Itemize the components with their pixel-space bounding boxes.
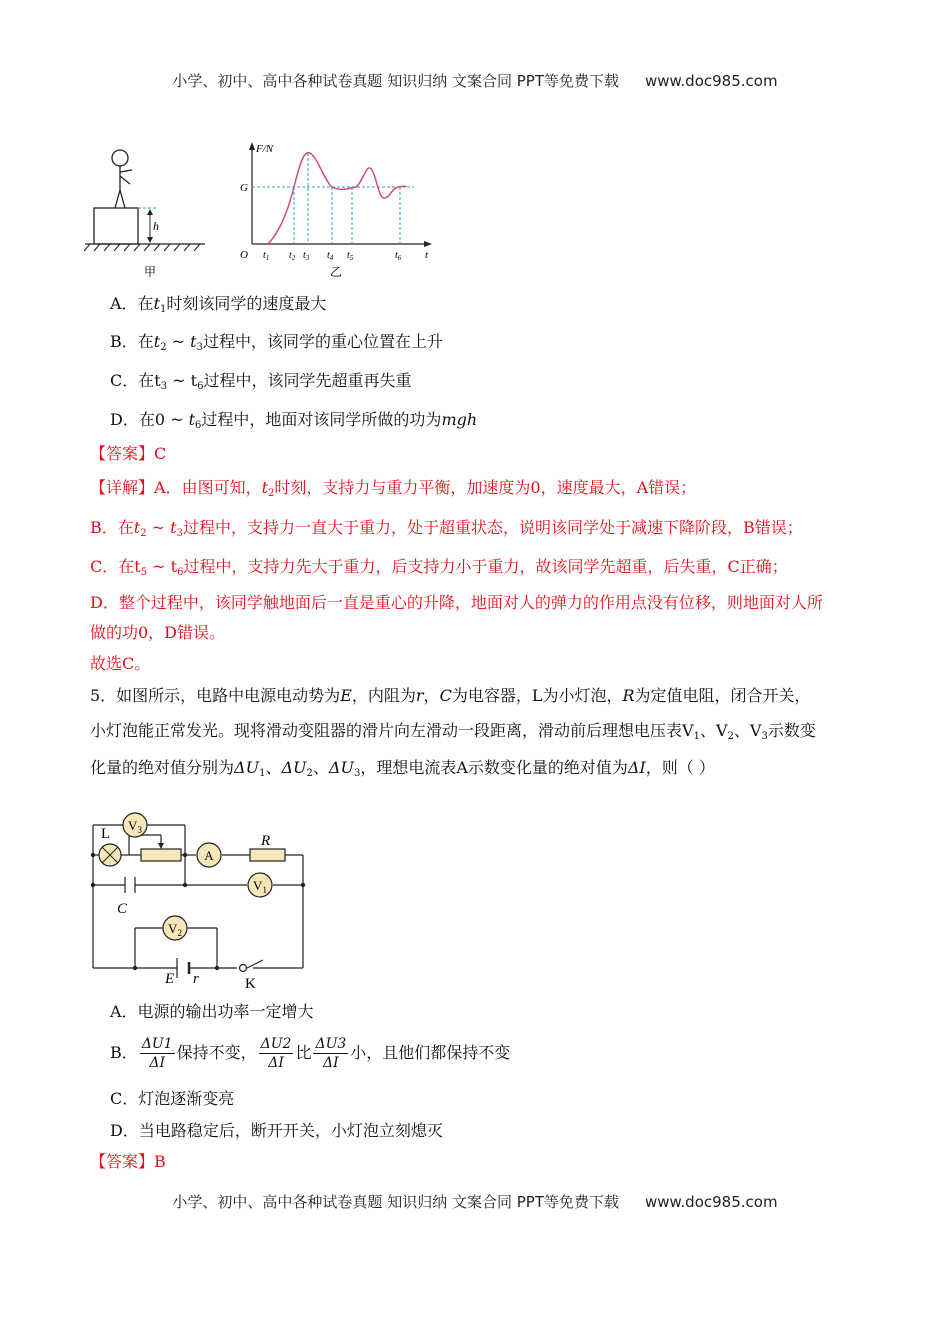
g-label: G <box>240 182 248 194</box>
tick-t6: $t_6$ <box>395 250 402 262</box>
q4-explain-b: B．在$t_2$ ~ $t_3$过程中，支持力一直大于重力，处于超重状态，说明该同学处于减速下降阶段，B错误； <box>90 518 803 539</box>
q4-explain-d2: 做的功0，D错误。 <box>90 623 226 642</box>
voltmeter-v3 <box>123 813 147 837</box>
origin-label: O <box>240 249 248 261</box>
q5-answer: 【答案】B <box>90 1152 166 1171</box>
header-title: 小学、初中、高中各种试卷真题 知识归纳 文案合同 PPT等免费下载 <box>172 72 619 90</box>
circuit-label-l: L <box>101 826 111 842</box>
frac-du2-di: $\frac{\Delta U2}{\Delta I}$ <box>260 1036 292 1071</box>
footer-title: 小学、初中、高中各种试卷真题 知识归纳 文案合同 PPT等免费下载 <box>172 1193 619 1211</box>
footer-url[interactable]: www.doc985.com <box>644 1193 778 1211</box>
tick-t1: $t_1$ <box>263 250 270 262</box>
frac-du1-di: $\frac{\Delta U1}{\Delta I}$ <box>141 1036 173 1071</box>
frac-du3-di: $\frac{\Delta U3}{\Delta I}$ <box>315 1036 347 1071</box>
q5-stem-line3: 化量的绝对值分别为$\Delta U_1$、$\Delta U_2$、$\Delta U_3$，理想电流表A示数变化量的绝对值为ΔI，则（ ） <box>90 758 715 779</box>
q5-stem-line2: 小灯泡能正常发光。现将滑动变阻器的滑片向左滑动一段距离，滑动前后理想电压表$V_1$、$V_2$、$V_3$示数变 <box>90 721 816 742</box>
q4-explain-d1: D．整个过程中，该同学触地面后一直是重心的升降，地面对人的弹力的作用点没有位移，则地面对人所 <box>90 593 823 612</box>
circuit-label-k: K <box>245 976 256 992</box>
page-footer <box>0 1191 950 1212</box>
axis-x-label: t <box>425 249 429 261</box>
q5-option-a[interactable]: A．电源的输出功率一定增大 <box>110 1002 314 1021</box>
svg-text:A: A <box>204 848 214 863</box>
circuit-label-r-internal: r <box>193 971 199 987</box>
circuit-label-e: E <box>165 971 175 987</box>
lamp-l <box>99 844 121 866</box>
svg-text:V3: $V_3$ <box>128 818 142 835</box>
q4-option-d[interactable]: D．在0 ~ $t_6$过程中，地面对该同学所做的功为mgh <box>110 410 478 431</box>
q5-option-c[interactable]: C．灯泡逐渐变亮 <box>110 1089 235 1108</box>
q4-explain-c: C．在$t_5$ ~ $t_6$过程中，支持力先大于重力，后支持力小于重力，故该同学先超重，后失重，C正确； <box>90 557 788 578</box>
circuit-label-r: R <box>261 833 271 849</box>
q5-option-b[interactable]: B． $\frac{\Delta U1}{\Delta I}$ 保持不变， $\frac{\Delta U2}{\Delta I}$ 比 $\frac{\Delta U3}{\Delta I}$ 小，且他们都保持不变 <box>110 1036 511 1071</box>
voltmeter-v2 <box>163 916 187 940</box>
tick-t3: $t_3$ <box>303 250 310 262</box>
q4-conclusion: 故选C。 <box>90 654 151 673</box>
q5-stem-line1: 5．如图所示，电路中电源电动势为E，内阻为r，C为电容器，L为小灯泡，R为定值电阻，闭合开关， <box>90 686 811 705</box>
header-url[interactable]: www.doc985.com <box>644 72 778 90</box>
tick-t2: $t_2$ <box>289 250 296 262</box>
circuit-label-c: C <box>117 901 128 917</box>
axis-y-label: F/N <box>256 143 274 155</box>
tick-t5: $t_5$ <box>347 250 354 262</box>
q4-answer: 【答案】C <box>90 444 167 463</box>
tick-t4: $t_4$ <box>327 250 334 262</box>
svg-text:V2: $V_2$ <box>168 921 182 938</box>
ammeter-a <box>197 843 221 867</box>
figure-force-time <box>80 138 440 283</box>
q5-option-d[interactable]: D．当电路稳定后，断开开关，小灯泡立刻熄灭 <box>110 1121 443 1140</box>
q4-explain-a: 【详解】A．由图可知，$t_2$时刻，支持力与重力平衡，加速度为0，速度最大，A错误； <box>90 478 697 499</box>
page-header <box>0 70 950 91</box>
svg-text:V1: $V_1$ <box>253 878 267 895</box>
caption-right: 乙 <box>330 265 343 279</box>
q4-option-b[interactable]: B．在$t_2$ ~ $t_3$过程中，该同学的重心位置在上升 <box>110 332 443 353</box>
voltmeter-v1 <box>248 873 272 897</box>
q4-option-c[interactable]: C．在$t_3$ ~ $t_6$过程中，该同学先超重再失重 <box>110 371 412 392</box>
figure-circuit <box>85 800 325 995</box>
person-on-box <box>85 150 205 244</box>
force-curve <box>268 153 406 244</box>
h-label: h <box>153 219 159 233</box>
q4-option-a[interactable]: A．在$t_1$时刻该同学的速度最大 <box>110 294 327 315</box>
caption-left: 甲 <box>144 265 157 279</box>
